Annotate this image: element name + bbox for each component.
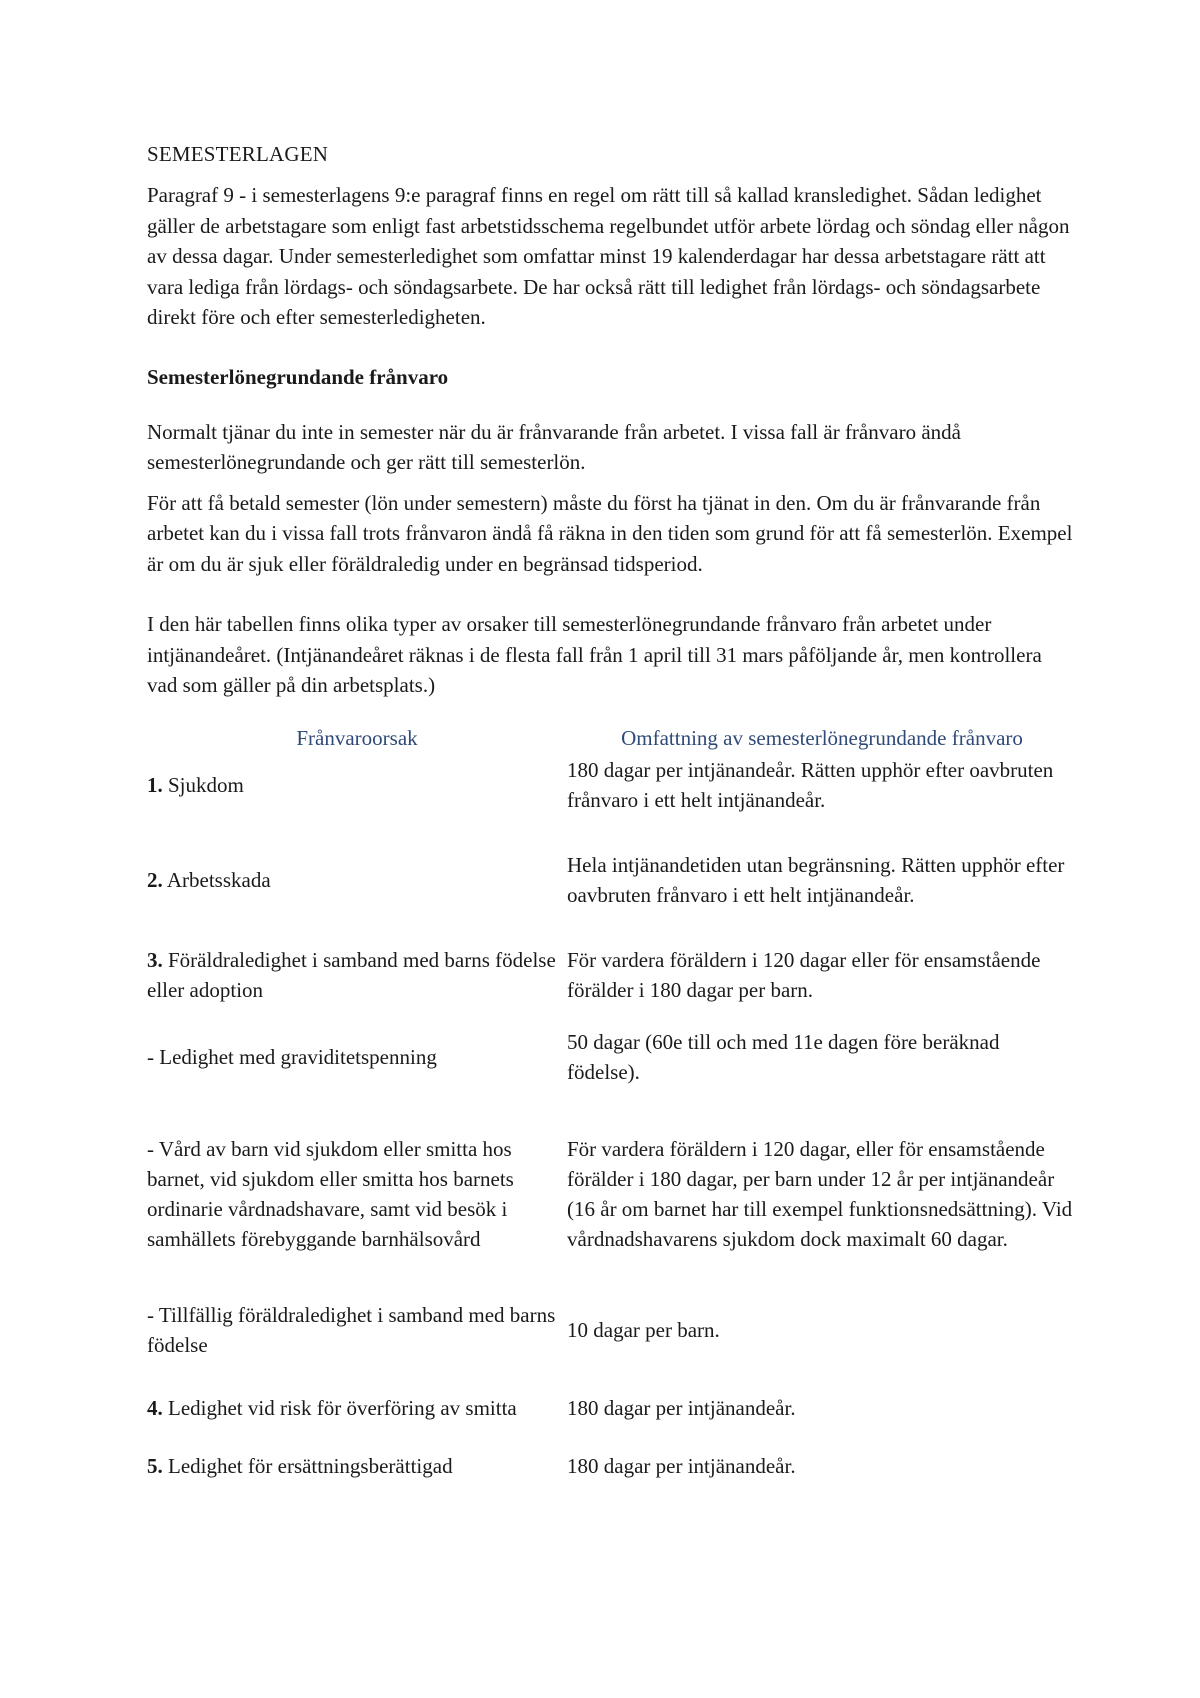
table-row — [147, 1017, 1077, 1097]
row-number: 1. — [147, 772, 163, 797]
cause-cell — [147, 815, 567, 945]
intro-paragraph-3: I den här tabellen finns olika typer av orsaker till semesterlönegrundande frånvaro från arbetet under intjänandeåret. (Intjänandeåret räknas i de flesta fall från 1 april till 31 mars påföljande år, men kontrollera vad som gäller på din arbetsplats.) — [147, 612, 1042, 697]
row-number: 5. — [147, 1453, 163, 1478]
row-number: 3. — [147, 947, 163, 972]
cause-text: Ledighet vid risk för överföring av smitta — [162, 1395, 517, 1420]
table-row — [147, 945, 1077, 1017]
cause-text: - Vård av barn vid sjukdom eller smitta hos barnet, vid sjukdom eller smitta hos barnets ordinarie vårdnadshavare, samt vid besök i samhällets förebyggande barnhälsovård — [147, 1136, 514, 1251]
cause-text: Ledighet för ersättningsberättigad — [162, 1453, 453, 1478]
paragraph-9-text: Paragraf 9 - i semesterlagens 9:e paragraf finns en regel om rätt till så kallad kransledighet. Sådan ledighet gäller de arbetstagare som enligt fast arbetstidsschema regelbundet utför arbete lördag och söndag eller någon av dessa dagar. Under semesterledighet som omfattar minst 19 kalenderdagar har dessa arbetstagare rätt att vara lediga från lördags- och söndagsarbete. De har också rätt till ledighet från lördags- och söndagsarbete direkt före och efter semesterledigheten. — [147, 183, 1070, 329]
scope-cell: 180 dagar per intjänandeår. Rätten upphör efter oavbruten frånvaro i ett helt intjänandeår. — [567, 757, 1054, 812]
cause-cell — [147, 1017, 567, 1097]
cause-text: - Ledighet med graviditetspenning — [147, 1044, 437, 1069]
scope-cell: För vardera föräldern i 120 dagar eller för ensamstående förälder i 180 dagar per barn. — [567, 947, 1041, 1002]
cause-text: - Tillfällig föräldraledighet i samband med barns födelse — [147, 1302, 556, 1357]
scope-cell: 50 dagar (60e till och med 11e dagen före beräknad födelse). — [567, 1029, 1000, 1084]
cause-cell — [147, 945, 567, 1017]
document-page — [147, 142, 1077, 1485]
scope-cell: 180 dagar per intjänandeår. — [567, 1453, 796, 1478]
intro-paragraph-1: Normalt tjänar du inte in semester när du är frånvarande från arbetet. I vissa fall är frånvaro ändå semesterlönegrundande och ger rätt till semesterlön. — [147, 419, 961, 474]
document-title: SEMESTERLAGEN — [147, 142, 329, 166]
table-row — [147, 815, 1077, 945]
cause-cell — [147, 1369, 567, 1447]
cause-cell — [147, 1291, 567, 1369]
table-row — [147, 755, 1077, 815]
cause-text: Föräldraledighet i samband med barns födelse eller adoption — [147, 947, 556, 1002]
table-row — [147, 1097, 1077, 1291]
table-row — [147, 1369, 1077, 1447]
scope-cell: För vardera föräldern i 120 dagar, eller för ensamstående förälder i 180 dagar, per barn under 12 år per intjänandeår (16 år om barnet har till exempel funktionsnedsättning). Vid vårdnadshavarens sjukdom dock maximalt 60 dagar. — [567, 1136, 1073, 1251]
table-row — [147, 1447, 1077, 1485]
intro-paragraph-2: För att få betald semester (lön under semestern) måste du först ha tjänat in den. Om du är frånvarande från arbetet kan du i vissa fall trots frånvaron ändå få räkna in den tiden som grund för att få semesterlön. Exempel är om du är sjuk eller föräldraledig under en begränsad tidsperiod. — [147, 490, 1073, 576]
scope-cell: 10 dagar per barn. — [567, 1317, 720, 1342]
header-scope: Omfattning av semesterlönegrundande frånvaro — [621, 725, 1023, 750]
table-row — [147, 1291, 1077, 1369]
row-number: 2. — [147, 867, 163, 892]
scope-cell: 180 dagar per intjänandeår. — [567, 1395, 796, 1420]
row-number: 4. — [147, 1395, 163, 1420]
cause-text: Sjukdom — [162, 772, 244, 797]
section-heading: Semesterlönegrundande frånvaro — [147, 364, 449, 389]
header-cause: Frånvaroorsak — [296, 725, 418, 750]
absence-table — [147, 725, 1077, 1485]
scope-cell: Hela intjänandetiden utan begränsning. Rätten upphör efter oavbruten frånvaro i ett helt intjänandeår. — [567, 852, 1065, 907]
cause-cell — [147, 1447, 567, 1485]
cause-cell — [147, 1097, 567, 1291]
cause-text: Arbetsskada — [162, 867, 271, 892]
cause-cell — [147, 755, 567, 815]
table-header-row — [147, 725, 1077, 755]
